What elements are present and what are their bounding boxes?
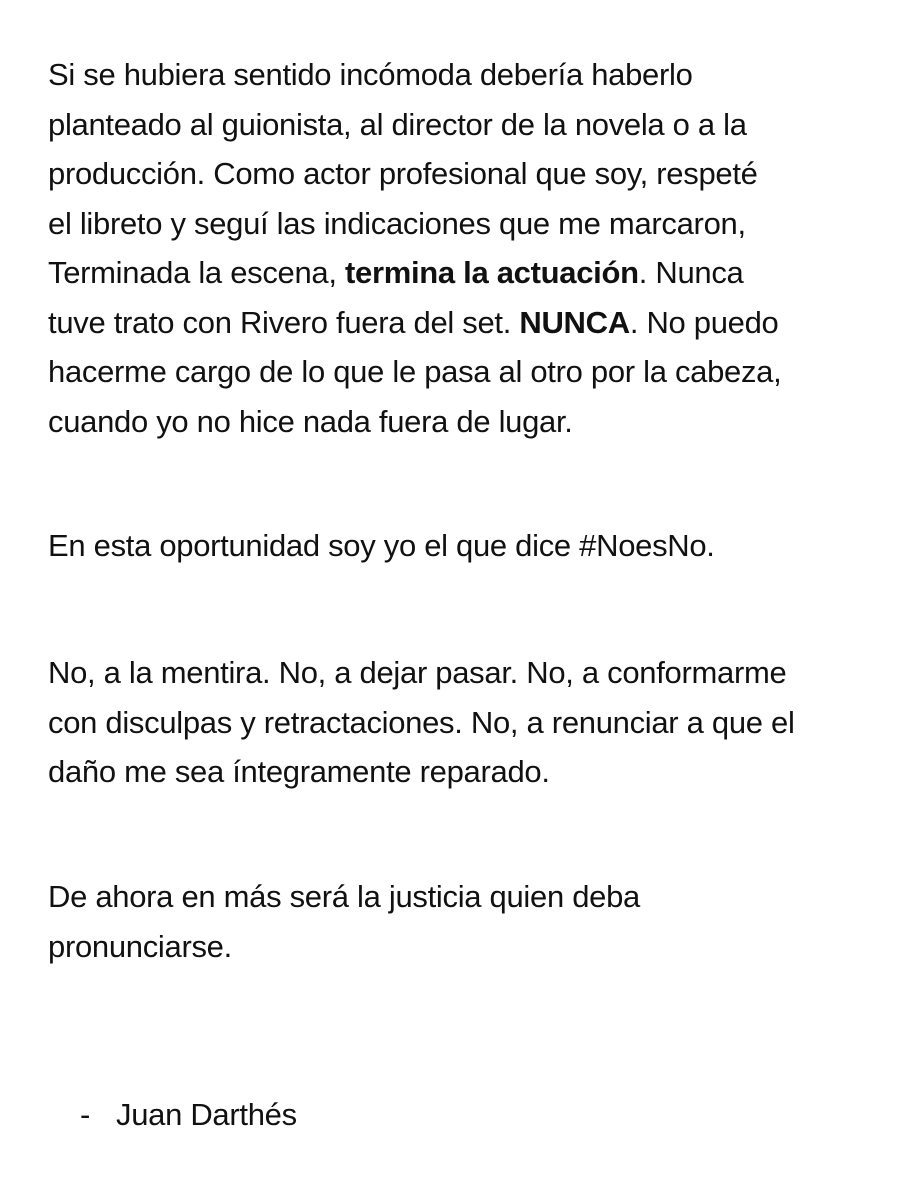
signature-name: Juan Darthés xyxy=(116,1097,297,1132)
paragraph-1 xyxy=(48,50,898,446)
line-5-text-before: Terminada la escena, xyxy=(48,255,345,290)
paragraph-1-line-4: el libreto y seguí las indicaciones que me marcaron, xyxy=(48,205,746,241)
paragraph-2-line-1: En esta oportunidad soy yo el que dice #NoesNo. xyxy=(48,528,715,563)
line-6-text-after: . No puedo xyxy=(629,304,779,340)
paragraph-4 xyxy=(48,872,898,971)
paragraph-1-line-7: hacerme cargo de lo que le pasa al otro por la cabeza, xyxy=(48,354,782,389)
paragraph-2 xyxy=(48,521,898,571)
paragraph-4-line-1: De ahora en más será la justicia quien deba xyxy=(48,879,640,914)
signature xyxy=(80,1090,297,1139)
emphasis-termina-la-actuacion: termina la actuación xyxy=(344,255,639,290)
paragraph-1-line-6 xyxy=(48,298,898,348)
paragraph-1-line-8: cuando yo no hice nada fuera de lugar. xyxy=(48,403,573,439)
paragraph-1-line-5 xyxy=(48,248,898,298)
signature-dash: - xyxy=(80,1097,91,1132)
paragraph-3-line-2: con disculpas y retractaciones. No, a renunciar a que el xyxy=(48,704,795,740)
line-5-text-after: . Nunca xyxy=(638,255,744,290)
paragraph-3-line-3: daño me sea íntegramente reparado. xyxy=(48,754,550,789)
paragraph-1-line-3: producción. Como actor profesional que soy, respeté xyxy=(48,156,758,191)
paragraph-1-line-2: planteado al guionista, al director de la novela o a la xyxy=(48,106,747,142)
paragraph-4-line-2: pronunciarse. xyxy=(48,928,232,964)
paragraph-3-line-1: No, a la mentira. No, a dejar pasar. No, a conformarme xyxy=(48,655,787,690)
line-6-text-before: tuve trato con Rivero fuera del set. xyxy=(48,304,520,340)
paragraph-3 xyxy=(48,648,898,797)
paragraph-1-line-1: Si se hubiera sentido incómoda debería haberlo xyxy=(48,57,693,92)
emphasis-nunca: NUNCA xyxy=(519,304,630,340)
